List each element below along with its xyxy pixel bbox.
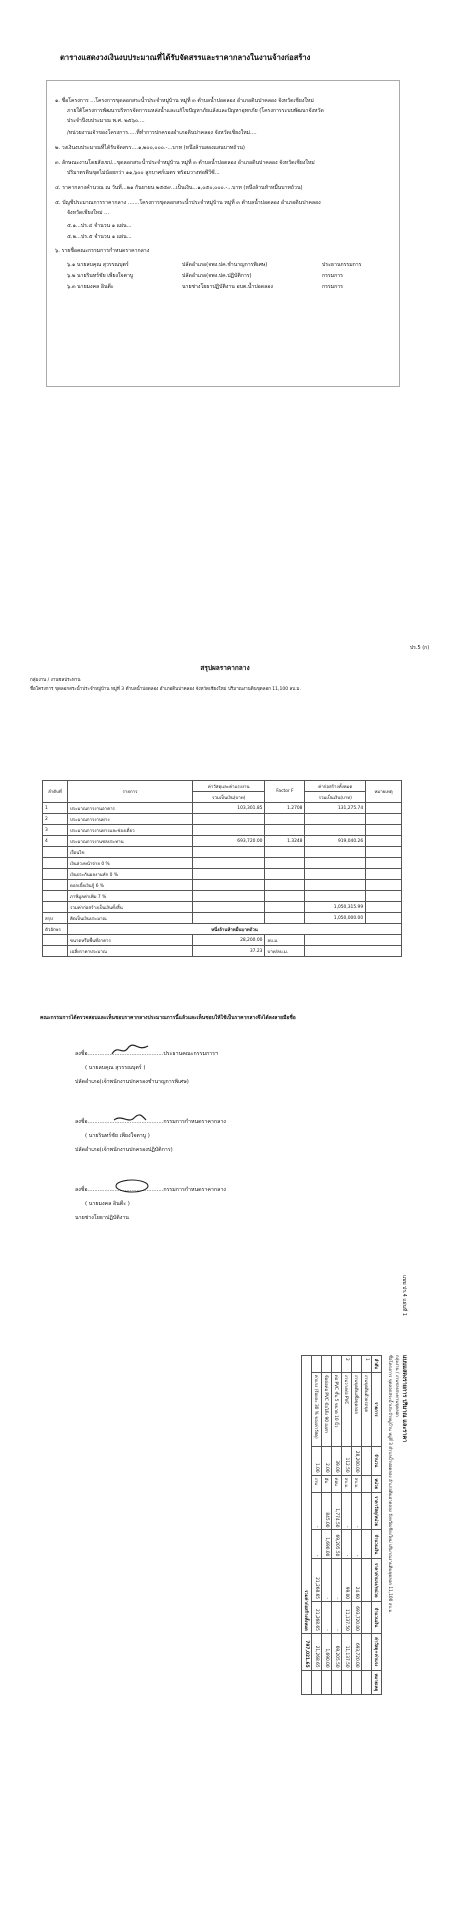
quantity-cell: 21,268.65 — [312, 1633, 322, 1670]
item-1: ๑. ชื่อโครงการ ...โครงการขุดลอกสระน้ำประจำหมู่บ้าน หมู่ที่ ๓ ตำบลน้ำปอดลอง อำเภอดินปาคลอง จังหวัดเชียงใหม่ — [55, 98, 314, 104]
quantity-header-cell: รายการ — [372, 1372, 382, 1446]
item-5-1: ๕.๑...ปร.๔ จำนวน ๑ แผ่น... — [67, 223, 132, 229]
page-1 — [0, 0, 450, 630]
quantity-cell — [362, 1475, 372, 1492]
summary-no: สรุป — [43, 913, 68, 924]
quantity-cell: 2 — [342, 1356, 352, 1373]
quantity-row — [342, 1356, 352, 1695]
avg-label: เฉลี่ยราคาประมาณ — [68, 946, 193, 957]
summary-cost — [193, 891, 265, 902]
summary-cost — [193, 825, 265, 836]
summary-note — [366, 836, 402, 847]
summary-factor — [265, 891, 305, 902]
summary-note — [366, 902, 402, 913]
quantity-cell: ข้อต่อท่อ PVC ข้อโค้ง 90 องศา — [322, 1372, 332, 1446]
committee-1-name: ๖.๑ นายลบคุณ สุวรรณบุตร์ — [67, 262, 129, 268]
quantity-header-cell: ราคาวัสดุ/หน่วย — [372, 1492, 382, 1530]
quantity-cell — [362, 1446, 372, 1475]
quantity-cell — [362, 1602, 372, 1634]
quantity-cell: - — [332, 1602, 342, 1634]
sign-2-line: ลงชื่อ.............................................กรรมการกำหนดราคากลาง — [75, 1119, 226, 1125]
quantity-cell — [312, 1356, 322, 1373]
budget-box — [46, 80, 400, 387]
quantity-cell — [322, 1356, 332, 1373]
quantity-cell: 1.00 — [312, 1446, 322, 1475]
page-2-title: สรุปผลราคากลาง — [200, 664, 250, 672]
summary-item: รวมค่าก่อสร้างเป็นเงินทั้งสิ้น — [68, 902, 193, 913]
signature-3-icon — [112, 1178, 152, 1194]
quantity-header-cell: จำนวนเงิน — [372, 1602, 382, 1634]
summary-note — [366, 880, 402, 891]
form-no: ปร.5 (ก) — [410, 645, 430, 651]
th-cost-sub: รวมเป็นเงิน(บาท) — [193, 792, 265, 803]
quantity-row — [312, 1356, 322, 1695]
area-value: 28,200.00 — [193, 935, 265, 946]
summary-item: เงินล่วงหน้าจ่าย 0 % — [68, 858, 193, 869]
summary-factor — [265, 814, 305, 825]
signature-2-icon — [112, 1110, 148, 1126]
quantity-cell: 693,720.00 — [352, 1633, 362, 1670]
quantity-cell — [362, 1492, 372, 1530]
quantity-header-cell: ราคาค่าแรง/หน่วย — [372, 1559, 382, 1602]
summary-row — [43, 836, 402, 847]
quantity-cell: งาน — [312, 1475, 322, 1492]
quantity-cell: 24.60 — [352, 1559, 362, 1602]
quantity-cell: ค่าแรง (ร้อยละ 30 % ของค่าวัสดุ) — [312, 1372, 322, 1446]
summary-no — [43, 891, 68, 902]
sign-1-name: ( นายลบคุณ สุวรรณบุตร์ ) — [85, 1065, 146, 1071]
th-item: รายการ — [68, 781, 193, 803]
summary-factor — [265, 902, 305, 913]
summary-no — [43, 858, 68, 869]
quantity-cell: 1,774.50 — [332, 1492, 342, 1530]
quantity-row — [332, 1356, 342, 1695]
quantity-cell: 693,720.00 — [352, 1602, 362, 1634]
quantity-cell: - — [342, 1530, 352, 1559]
summary-cost — [193, 880, 265, 891]
summary-item: ประมาณการงานอาคาร — [68, 803, 193, 814]
summary-cost — [193, 847, 265, 858]
summary-note — [366, 825, 402, 836]
summary-rows — [43, 803, 402, 924]
summary-note — [366, 803, 402, 814]
quantity-cell: งานขุดดินด้วยรถขุด — [362, 1372, 372, 1446]
p3-form-no: แบบ ปร.4 แผ่นที่ 1 — [401, 1275, 407, 1317]
summary-total: 919,040.26 — [305, 836, 366, 847]
committee-1-role: ปลัดอำเภอ(จพง.ปค.ชำนาญการพิเศษ) — [182, 262, 268, 268]
quantity-table — [301, 1355, 382, 1695]
summary-total: 1,050,000.00 — [305, 913, 366, 924]
summary-factor — [265, 825, 305, 836]
summary-total — [305, 858, 366, 869]
summary-total — [305, 880, 366, 891]
summary-item: ประมาณการงานทาง — [68, 814, 193, 825]
summary-cost: 103,301.85 — [193, 803, 265, 814]
committee-2-duty: กรรมการ — [322, 273, 343, 279]
committee-2-name: ๖.๒ นายรินทร์ชัย เพียงใจตาบู — [67, 273, 134, 279]
summary-total — [305, 814, 366, 825]
quantity-cell — [362, 1670, 372, 1694]
quantity-cell: งานขุดดินเพื่อขุดลอก — [352, 1372, 362, 1446]
quantity-cell — [342, 1670, 352, 1694]
quantity-header-cell: ลำดับ — [372, 1356, 382, 1373]
summary-note — [366, 869, 402, 880]
quantity-cell: - — [322, 1559, 332, 1602]
summary-factor — [265, 913, 305, 924]
quantity-cell — [362, 1530, 372, 1559]
item-5b: จังหวัดเชียงใหม่ ... — [67, 210, 110, 216]
summary-total — [305, 825, 366, 836]
quantity-cell: ท่อน — [332, 1475, 342, 1492]
summary-item: เงินประกันผลงานหัก 0 % — [68, 869, 193, 880]
summary-no — [43, 880, 68, 891]
quantity-cell — [332, 1356, 342, 1373]
quantity-header-cell: หน่วย — [372, 1475, 382, 1492]
sign-3-line: ลงชื่อ.............................................กรรมการกำหนดราคากลาง — [75, 1187, 226, 1193]
quantity-header-cell: ค่าวัสดุ+ค่าแรง — [372, 1633, 382, 1670]
quantity-cell — [352, 1670, 362, 1694]
sum-value: 797,021.65 — [302, 1633, 312, 1670]
quantity-cell: 112.50 — [342, 1446, 352, 1475]
summary-no — [43, 847, 68, 858]
page-3-rotated — [65, 1275, 410, 1895]
committee-3-duty: กรรมการ — [322, 284, 343, 290]
quantity-cell: ลบ.ม. — [342, 1475, 352, 1492]
p3-meta-0: กลุ่มงาน / งานชลประทานขุดลอก — [394, 1355, 399, 1417]
summary-item: ภาษีมูลค่าเพิ่ม 7 % — [68, 891, 193, 902]
quantity-cell: 845.00 — [322, 1492, 332, 1530]
item-3: ๓. ลักษณะงานโดยสังเขป...ขุดลอกสระน้ำประจำหมู่บ้าน หมู่ที่ ๓ ตำบลน้ำปอดลอง อำเภอดินปาคลอง จังหวัดเชียงใหม่ — [55, 160, 315, 166]
quantity-cell — [362, 1633, 372, 1670]
quantity-cell — [362, 1559, 372, 1602]
summary-factor: 1.2708 — [265, 803, 305, 814]
page-1-title: ตารางแสดงวงเงินงบประมาณที่ได้รับจัดสรรและราคากลางในงานจ้างก่อสร้าง — [60, 53, 311, 62]
p3-title: แบบแสดงรายการ ปริมาณ และราคา — [401, 1355, 407, 1443]
item-1c: ประจำปีงบประมาณ พ.ศ. ๒๕๖๐.... — [67, 118, 145, 124]
quantity-header-cell: หมายเหตุ — [372, 1670, 382, 1694]
summary-item: คิดเป็นเงินประมาณ — [68, 913, 193, 924]
quantity-cell: 11,137.50 — [342, 1633, 352, 1670]
signature-1-icon — [110, 1042, 150, 1058]
page-2 — [0, 630, 450, 1250]
quantity-cell: - — [352, 1530, 362, 1559]
sum-label: รวมค่าก่อสร้างทั้งหมด — [302, 1356, 312, 1634]
th-total: ค่าก่อสร้างทั้งหมด — [305, 781, 366, 792]
item-3b: ปริมาตรดินขุดไม่น้อยกว่า ๑๑,๖๐๐ ลูกบาศก์เมตร พร้อมวางท่อพีวีซี... — [67, 170, 220, 176]
sign-2-title: ปลัดอำเภอ(เจ้าพนักงานปกครองปฏิบัติการ) — [75, 1147, 173, 1153]
quantity-cell — [332, 1670, 342, 1694]
sign-1-line: ลงชื่อ.............................................ประธานคณะกรรมการฯ — [75, 1051, 218, 1057]
quantity-cell: 2.00 — [322, 1446, 332, 1475]
summary-item: ประมาณการงานทางและช่องเดี่ยว — [68, 825, 193, 836]
committee-3-name: ๖.๓ นายมงคล อินตีะ — [67, 284, 114, 290]
quantity-cell: 69,205.50 — [332, 1530, 342, 1559]
area-unit: ลบ.ม. — [265, 935, 305, 946]
summary-factor: 1.3248 — [265, 836, 305, 847]
quantity-cell: 28,200.00 — [352, 1446, 362, 1475]
summary-cost — [193, 869, 265, 880]
summary-no: 3 — [43, 825, 68, 836]
item-5: ๕. บัญชีประมาณการราคากลาง .......โครงการขุดลอกสระน้ำประจำหมู่บ้าน หมู่ที่ ๓ ตำบลน้ำปอดลอง อำเภอดินปาคลอง — [55, 200, 321, 206]
quantity-header-cell: จำนวนเงิน — [372, 1530, 382, 1559]
item-1b: ภายใต้โครงการพัฒนาบริหารจัดการแหล่งน้ำและแก้ไขปัญหาภัยแล้งและปัญหาอุทกภัย (โครงการระบบพัฒนาจังหวัด — [67, 108, 324, 114]
summary-item: ประมาณการงานชลประทาน — [68, 836, 193, 847]
p3-meta-1: ชื่อโครงการ ขุดลอกสระน้ำประจำหมู่บ้าน หมู่ที่ 3 ตำบลน้ำปอดลอง อำเภอดินปาคลอง จังหวัดเชียงใหม่ ปริมาณงานดินขุดลอก 11,100 ลบ.ม. — [387, 1355, 392, 1614]
sign-2-name: ( นายรินทร์ชัย เพียงใจตาบู ) — [85, 1133, 150, 1139]
summary-row — [43, 869, 402, 880]
summary-row — [43, 847, 402, 858]
summary-factor — [265, 869, 305, 880]
summary-total — [305, 869, 366, 880]
quantity-header — [372, 1356, 382, 1695]
summary-note — [366, 847, 402, 858]
summary-cost — [193, 858, 265, 869]
quantity-cell: - — [332, 1559, 342, 1602]
area-label: ขนาดหรือพื้นที่อาคาร — [68, 935, 193, 946]
summary-row — [43, 880, 402, 891]
summary-row — [43, 825, 402, 836]
summary-cost: 693,720.00 — [193, 836, 265, 847]
th-factor: Factor F — [265, 781, 305, 803]
summary-note — [366, 858, 402, 869]
quantity-cell: 1 — [362, 1356, 372, 1373]
summary-total: 131,275.74 — [305, 803, 366, 814]
summary-item: เงื่อนไข — [68, 847, 193, 858]
quantity-cell: 39.00 — [332, 1446, 342, 1475]
summary-no: 1 — [43, 803, 68, 814]
summary-note — [366, 814, 402, 825]
summary-row — [43, 913, 402, 924]
quantity-cell: 11,137.50 — [342, 1602, 352, 1634]
summary-cost — [193, 902, 265, 913]
quantity-cell: 1,690.00 — [322, 1530, 332, 1559]
meta-0: กลุ่มงาน / งานชลประทาน — [30, 678, 81, 683]
summary-factor — [265, 847, 305, 858]
summary-factor — [265, 858, 305, 869]
committee-1-duty: ประธานกรรมการ — [322, 262, 362, 268]
summary-cost — [193, 913, 265, 924]
item-2: ๒. วงเงินงบประมาณที่ได้รับจัดสรร....๑,๒๐๐,๐๐๐.-...บาท (หนึ่งล้านสองแสนบาทถ้วน) — [55, 145, 245, 151]
quantity-rows — [312, 1356, 372, 1695]
quantity-cell: อัน — [322, 1475, 332, 1492]
quantity-cell: 21,268.65 — [312, 1559, 322, 1602]
item-1d: /หน่วยงานเจ้าของโครงการ.....ที่ทำการปกครองอำเภอดินปาคลอง จังหวัดเชียงใหม่.... — [67, 130, 257, 136]
quantity-cell: - — [342, 1492, 352, 1530]
quantity-cell: - — [312, 1530, 322, 1559]
quantity-cell: 1,690.00 — [322, 1633, 332, 1670]
quantity-cell: งานวางท่อ PVC — [342, 1372, 352, 1446]
summary-row — [43, 902, 402, 913]
sign-1-title: ปลัดอำเภอ(เจ้าพนักงานปกครองชำนาญการพิเศษ) — [75, 1079, 189, 1085]
summary-total — [305, 847, 366, 858]
quantity-cell — [322, 1670, 332, 1694]
summary-no: 2 — [43, 814, 68, 825]
sign-3-title: นายช่างโยธาปฏิบัติงาน — [75, 1215, 129, 1221]
committee-3-role: นายช่างโยธาปฏิบัติงาน อบต.น้ำปอดลอง — [182, 284, 273, 290]
quantity-header-cell: จำนวน — [372, 1446, 382, 1475]
th-total-sub: รวมเป็นเงิน(บาท) — [305, 792, 366, 803]
quantity-row — [322, 1356, 332, 1695]
summary-row — [43, 891, 402, 902]
quantity-cell — [312, 1670, 322, 1694]
quantity-cell: - — [312, 1492, 322, 1530]
summary-factor — [265, 880, 305, 891]
summary-total: 1,050,315.99 — [305, 902, 366, 913]
unit-text: หนึ่งล้านห้าหมื่นบาทถ้วน — [68, 924, 402, 935]
summary-cost — [193, 814, 265, 825]
th-no: ลำดับที่ — [43, 781, 68, 803]
summary-row — [43, 803, 402, 814]
unit-label: ตัวอักษร — [43, 924, 68, 935]
item-4: ๔. ราคากลางคำนวณ ณ วันที่...๒๑ กันยายน ๒๕๕๙...เป็นเงิน...๑,๐๕๐,๐๐๐.-...บาท (หนึ่งล้านห้าหมื่นบาทถ้วน) — [55, 185, 303, 191]
quantity-cell: 21,268.65 — [312, 1602, 322, 1634]
quantity-cell: 69,205.50 — [332, 1633, 342, 1670]
th-note: หมายเหตุ — [366, 781, 402, 803]
quantity-row — [362, 1356, 372, 1695]
sign-3-name: ( นายมงคล อินตีะ ) — [85, 1201, 130, 1207]
summary-row — [43, 858, 402, 869]
quantity-cell: ท่อ PVC ชั้น 5 ขนาด 10 นิ้ว — [332, 1372, 342, 1446]
quantity-cell: - — [352, 1492, 362, 1530]
summary-item: ดอกเบี้ยเงินกู้ 6 % — [68, 880, 193, 891]
committee-2-role: ปลัดอำเภอ(จพง.ปค.ปฏิบัติการ) — [182, 273, 252, 279]
summary-row — [43, 814, 402, 825]
avg-unit: บาท/ลบ.ม. — [265, 946, 305, 957]
meta-1: ชื่อโครงการ ขุดลอกสระน้ำประจำหมู่บ้าน หมู่ที่ 3 ตำบลน้ำปอดลอง อำเภอดินปาคลอง จังหวัดเชียงใหม่ ปริมาณงานดินขุดลอก 11,100 ลบ.ม. — [30, 687, 301, 692]
summary-no — [43, 869, 68, 880]
quantity-cell: 99.00 — [342, 1559, 352, 1602]
summary-table — [42, 780, 402, 957]
avg-value: 37.23 — [193, 946, 265, 957]
summary-note — [366, 891, 402, 902]
certification-text: คณะกรรมการได้ตรวจสอบและเห็นชอบราคากลางประมาณการนี้แล้วและเห็นชอบให้ใช้เป็นราคากลางจึงได้ลงลายมือชื่อ — [40, 1015, 296, 1021]
quantity-cell: - — [322, 1602, 332, 1634]
quantity-cell: ลบ.ม. — [352, 1475, 362, 1492]
summary-no — [43, 902, 68, 913]
item-5-2: ๕.๒...ปร.๕ จำนวน ๑ แผ่น... — [67, 234, 132, 240]
summary-no: 4 — [43, 836, 68, 847]
summary-total — [305, 891, 366, 902]
summary-note — [366, 913, 402, 924]
quantity-row — [352, 1356, 362, 1695]
quantity-cell — [352, 1356, 362, 1373]
item-6: ๖. รายชื่อคณะกรรมการกำหนดราคากลาง — [55, 248, 150, 254]
th-cost: ค่าวัสดุและค่าแรงงาน — [193, 781, 265, 792]
